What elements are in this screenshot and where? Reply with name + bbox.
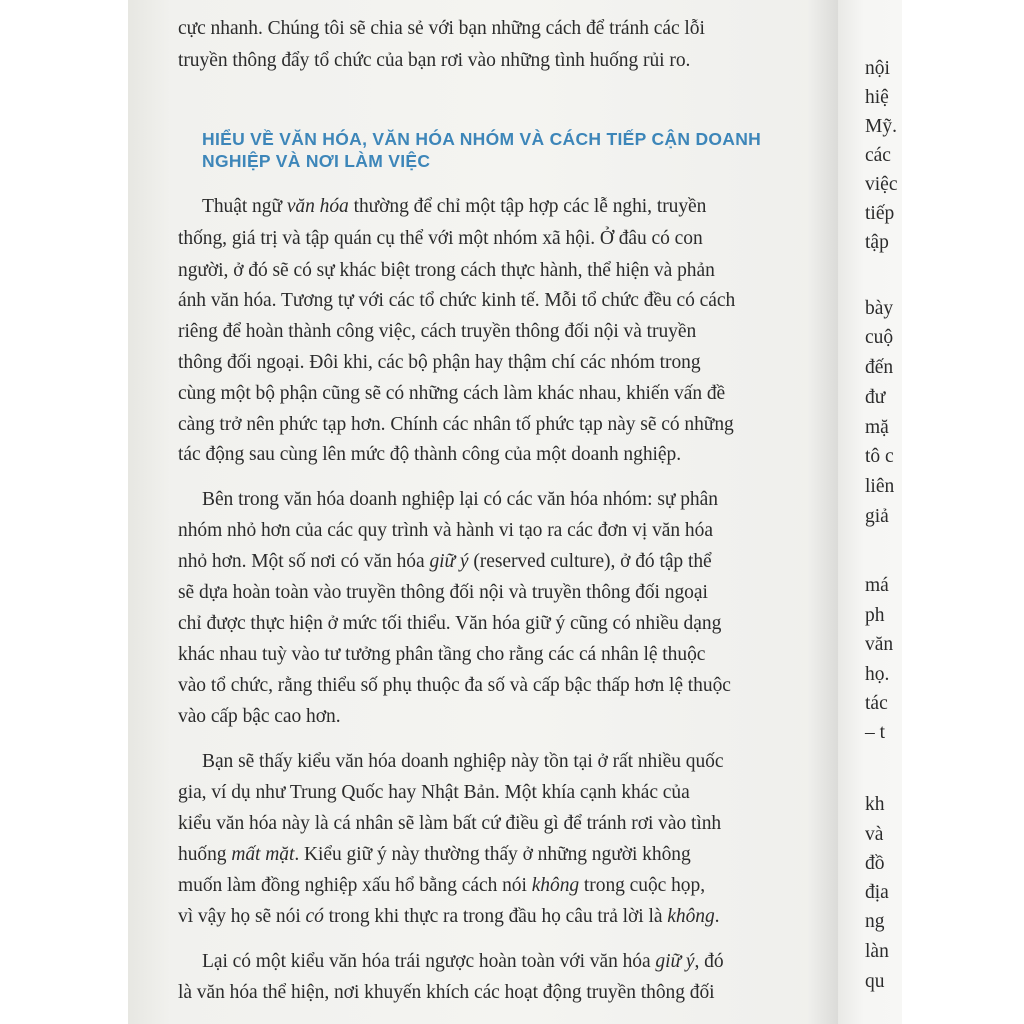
- paragraph-1-line-2: thống, giá trị và tập quán cụ thể với một nhóm xã hội. Ở đâu có con: [178, 228, 703, 249]
- right-fragment: việc: [865, 174, 898, 195]
- paragraph-2-line-5: chỉ được thực hiện ở mức tối thiểu. Văn hóa giữ ý cũng có nhiều dạng: [178, 613, 722, 634]
- p1-italic-term: văn hóa: [286, 196, 349, 217]
- paragraph-1-line-6: thông đối ngoại. Đôi khi, các bộ phận hay thậm chí các nhóm trong: [178, 352, 701, 373]
- p4-italic-term: giữ ý: [655, 951, 695, 972]
- right-fragment: địa: [865, 882, 889, 903]
- p3-text: huống: [178, 844, 232, 865]
- right-fragment: hiệ: [865, 87, 889, 108]
- p2-text: (reserved culture), ở đó tập thể: [468, 551, 712, 572]
- right-fragment: ph: [865, 605, 885, 626]
- right-fragment: – t: [865, 722, 886, 743]
- right-fragment: đến: [865, 357, 894, 378]
- right-fragment: má: [865, 575, 889, 596]
- intro-line-1: cực nhanh. Chúng tôi sẽ chia sẻ với bạn những cách để tránh các lỗi: [178, 18, 705, 39]
- paragraph-2-line-7: vào tổ chức, rằng thiểu số phụ thuộc đa số và cấp bậc thấp hơn lệ thuộc: [178, 675, 731, 696]
- paragraph-2-line-2: nhóm nhỏ hơn của các quy trình và hành vi tạo ra các đơn vị văn hóa: [178, 520, 713, 541]
- right-fragment: văn: [865, 634, 894, 655]
- p3-italic-term: không: [667, 906, 715, 927]
- right-fragment: tô c: [865, 446, 894, 467]
- right-fragment: và: [865, 824, 884, 845]
- right-fragment: qu: [865, 971, 885, 992]
- p3-italic-term: có: [305, 906, 324, 927]
- paragraph-3-line-4: [178, 844, 691, 866]
- right-fragment: kh: [865, 794, 885, 815]
- right-fragment: tiếp: [865, 203, 895, 224]
- p3-italic-term: mất mặt: [231, 844, 295, 865]
- right-fragment: bày: [865, 298, 894, 319]
- paragraph-3-line-6: [178, 906, 720, 928]
- p4-text: Lại có một kiểu văn hóa trái ngược hoàn toàn với văn hóa: [202, 951, 656, 972]
- p3-text: trong khi thực ra trong đầu họ câu trả lời là: [323, 906, 668, 927]
- paragraph-4-line-2: là văn hóa thể hiện, nơi khuyến khích các hoạt động truyền thông đối: [178, 982, 715, 1003]
- paragraph-2-line-4: sẽ dựa hoàn toàn vào truyền thông đối nội và truyền thông đối ngoại: [178, 582, 708, 603]
- paragraph-2-line-1: Bên trong văn hóa doanh nghiệp lại có các văn hóa nhóm: sự phân: [202, 489, 718, 510]
- paragraph-1-line-8: càng trở nên phức tạp hơn. Chính các nhân tố phức tạp này sẽ có những: [178, 414, 734, 435]
- p3-text: trong cuộc họp,: [579, 875, 706, 896]
- right-fragment: đư: [865, 387, 886, 408]
- p3-text: . Kiểu giữ ý này thường thấy ở những người không: [294, 844, 691, 865]
- right-fragment: đồ: [865, 853, 885, 874]
- paragraph-1-line-3: người, ở đó sẽ có sự khác biệt trong cách thực hành, thể hiện và phản: [178, 260, 715, 281]
- p3-text: muốn làm đồng nghiệp xấu hổ bằng cách nói: [178, 875, 532, 896]
- left-page: [128, 0, 840, 1024]
- right-fragment: ng: [865, 911, 885, 932]
- right-fragment: cuộ: [865, 327, 894, 348]
- paragraph-1-line-7: cùng một bộ phận cũng sẽ có những cách làm khác nhau, khiến vấn đề: [178, 383, 726, 404]
- paragraph-2-line-6: khác nhau tuỳ vào tư tưởng phân tầng cho rằng các cá nhân lệ thuộc: [178, 644, 706, 665]
- paragraph-4-line-1: [202, 951, 724, 973]
- p1-text: Thuật ngữ: [202, 196, 287, 217]
- p1-text: thường để chỉ một tập hợp các lễ nghi, truyền: [348, 196, 707, 217]
- right-fragment: liên: [865, 476, 895, 497]
- paragraph-2-line-8: vào cấp bậc cao hơn.: [178, 706, 341, 727]
- right-fragment: Mỹ.: [865, 116, 897, 137]
- right-fragment: tác: [865, 693, 888, 714]
- intro-line-2: truyền thông đẩy tổ chức của bạn rơi vào những tình huống rủi ro.: [178, 50, 691, 71]
- right-fragment: giả: [865, 506, 889, 527]
- p4-text: , đó: [694, 951, 724, 972]
- right-fragment: làn: [865, 941, 889, 962]
- p3-text: vì vậy họ sẽ nói: [178, 906, 306, 927]
- section-heading-line-1: HIỂU VỀ VĂN HÓA, VĂN HÓA NHÓM VÀ CÁCH TIẾP CẬN DOANH: [202, 129, 762, 149]
- right-fragment: họ.: [865, 664, 890, 685]
- paragraph-1-line-9: tác động sau cùng lên mức độ thành công của một doanh nghiệp.: [178, 444, 682, 465]
- paragraph-1-line-4: ánh văn hóa. Tương tự với các tổ chức kinh tế. Mỗi tổ chức đều có cách: [178, 290, 736, 311]
- p3-italic-term: không: [531, 875, 580, 896]
- right-page: [838, 0, 902, 1024]
- section-heading-line-2: NGHIỆP VÀ NƠI LÀM VIỆC: [202, 151, 431, 171]
- p2-italic-term: giữ ý: [429, 551, 469, 572]
- right-fragment: các: [865, 145, 891, 166]
- paragraph-3-line-2: gia, ví dụ như Trung Quốc hay Nhật Bản. Một khía cạnh khác của: [178, 782, 690, 803]
- p3-text: .: [714, 906, 720, 927]
- right-fragment: nội: [865, 58, 890, 79]
- paragraph-1-line-1: [202, 196, 706, 218]
- right-fragment: mặ: [865, 417, 889, 438]
- paragraph-3-line-5: [178, 875, 705, 897]
- paragraph-1-line-5: riêng để hoàn thành công việc, cách truyền thông đối nội và truyền: [178, 321, 697, 342]
- paragraph-3-line-1: Bạn sẽ thấy kiểu văn hóa doanh nghiệp này tồn tại ở rất nhiều quốc: [202, 751, 724, 772]
- paragraph-2-line-3: [178, 551, 712, 573]
- paragraph-3-line-3: kiểu văn hóa này là cá nhân sẽ làm bất cứ điều gì để tránh rơi vào tình: [178, 813, 722, 834]
- right-fragment: tập: [865, 232, 889, 253]
- p2-text: nhỏ hơn. Một số nơi có văn hóa: [178, 551, 430, 572]
